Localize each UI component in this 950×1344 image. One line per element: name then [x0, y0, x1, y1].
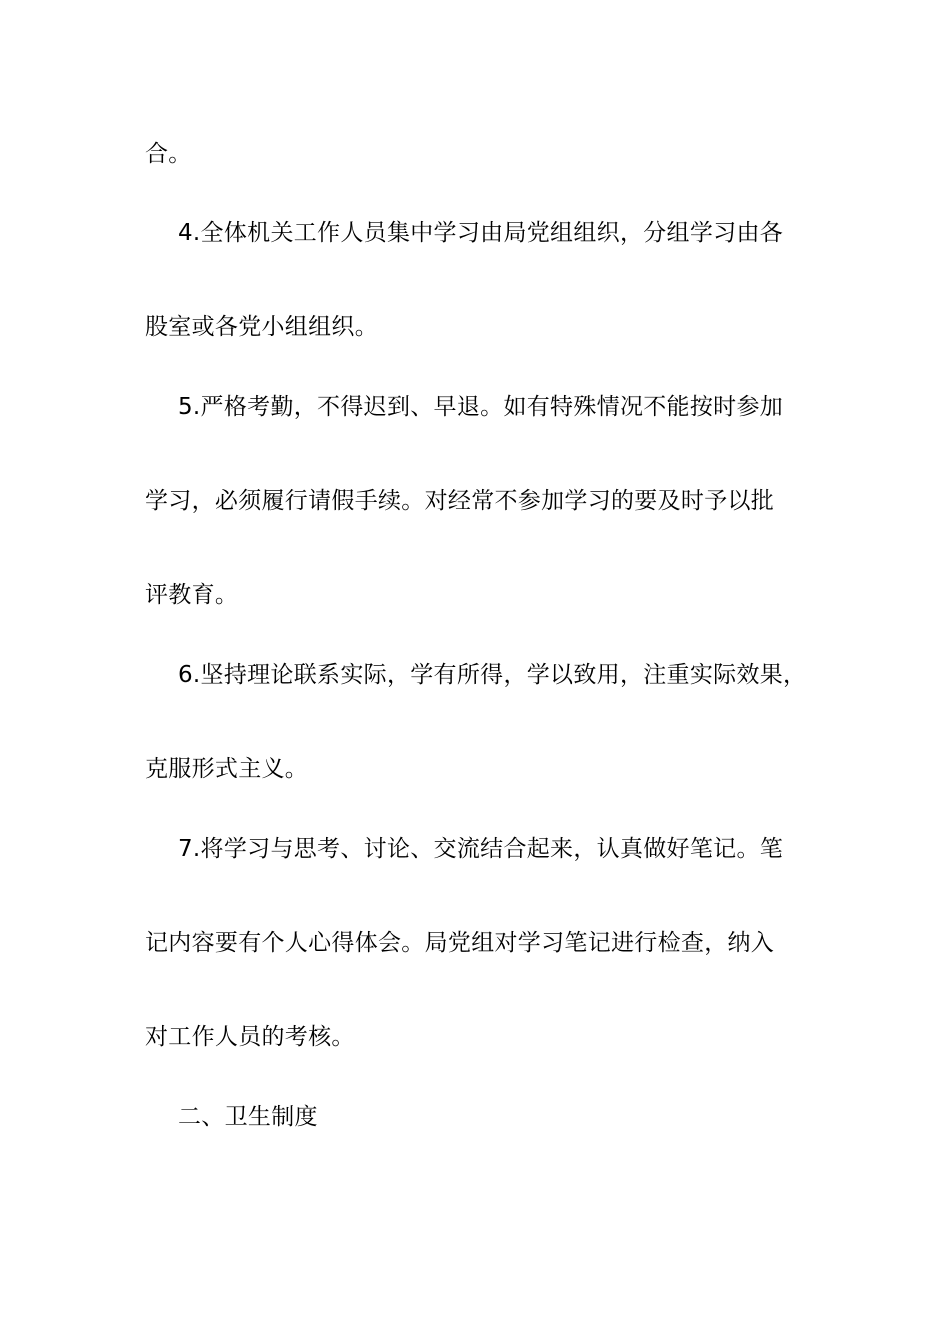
text-line: 记内容要有个人心得体会。局党组对学习笔记进行检查，纳入 — [145, 930, 775, 956]
text-line: 对工作人员的考核。 — [145, 1024, 355, 1050]
paragraph-item-7: 7.将学习与思考、讨论、交流结合起来，认真做好笔记。笔 — [178, 836, 784, 862]
text-line: 合。 — [145, 141, 192, 167]
section-heading: 二、卫生制度 — [178, 1104, 318, 1130]
text-line: 学习，必须履行请假手续。对经常不参加学习的要及时予以批 — [145, 488, 775, 514]
text-line: 克服形式主义。 — [145, 756, 309, 782]
text-line: 股室或各党小组组织。 — [145, 314, 378, 340]
paragraph-item-4: 4.全体机关工作人员集中学习由局党组组织，分组学习由各 — [178, 220, 784, 246]
paragraph-item-5: 5.严格考勤，不得迟到、早退。如有特殊情况不能按时参加 — [178, 394, 784, 420]
paragraph-item-6: 6.坚持理论联系实际，学有所得，学以致用，注重实际效果， — [178, 662, 807, 688]
text-line: 评教育。 — [145, 582, 239, 608]
